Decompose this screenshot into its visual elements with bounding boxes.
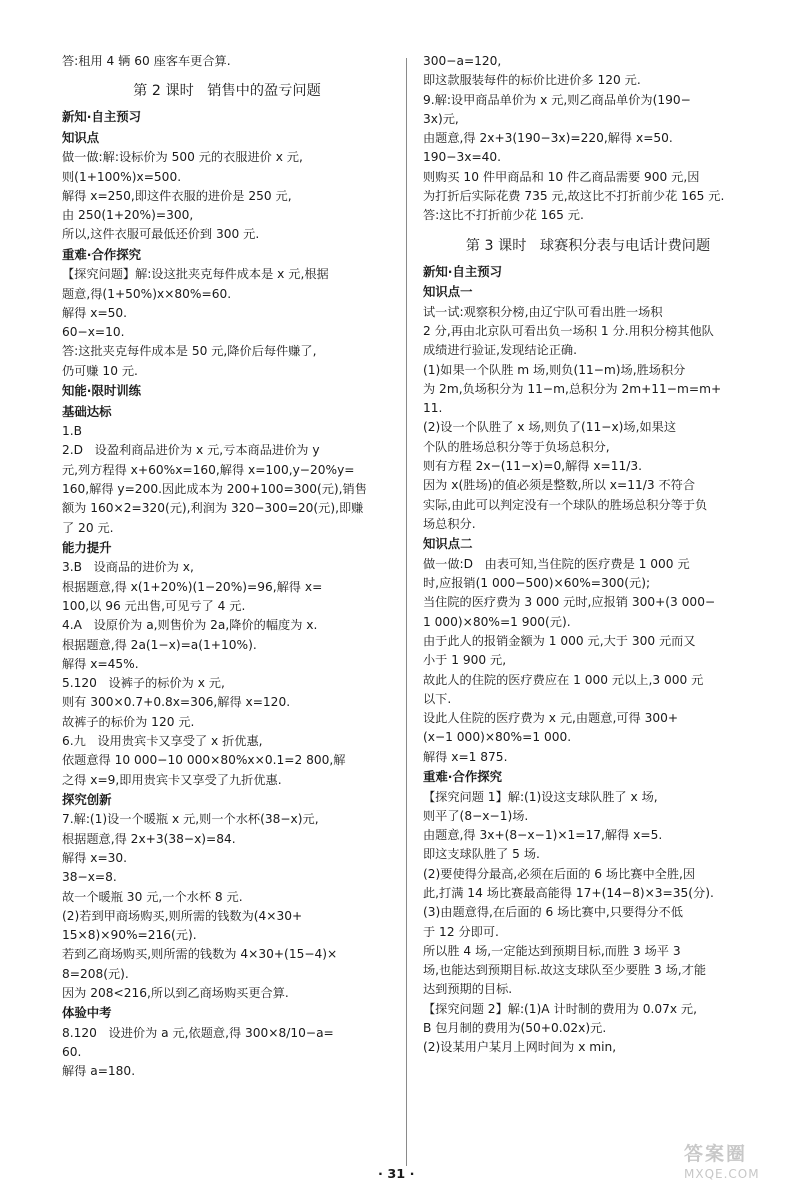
text-line: 11. (423, 401, 443, 416)
text-line: 时,应报销(1 000−500)×60%=300(元); (423, 576, 651, 591)
section-label: 能力提升 (62, 539, 112, 555)
text-line: (2)设一个队胜了 x 场,则负了(11−x)场,如果这 (423, 420, 677, 435)
text-line: 根据题意,得 2x+3(38−x)=84. (62, 831, 236, 846)
text-line: 为打折后实际花费 735 元,故这比不打折前少花 165 元. (423, 189, 725, 204)
text-line: 根据题意,得 x(1+20%)(1−20%)=96,解得 x= (62, 579, 323, 594)
text-line: 则有 300×0.7+0.8x=306,解得 x=120. (62, 695, 291, 710)
right-column (423, 52, 753, 1058)
text-line: 15×8)×90%=216(元). (62, 928, 197, 943)
text-line: 100,以 96 元出售,可见亏了 4 元. (62, 598, 246, 613)
column-divider (406, 58, 407, 1166)
text-line: 则(1+100%)x=500. (62, 169, 182, 184)
text-line: 1 000)×80%=1 900(元). (423, 614, 571, 629)
text-line: 解得 a=180. (62, 1064, 136, 1079)
text-line: 根据题意,得 2a(1−x)=a(1+10%). (62, 637, 257, 652)
text-line: 60. (62, 1045, 82, 1060)
lesson-heading: 第 3 课时 球赛积分表与电话计费问题 (465, 237, 711, 254)
text-line: 当住院的医疗费为 3 000 元时,应报销 300+(3 000− (423, 595, 716, 610)
text-line: 300−a=120, (423, 54, 502, 68)
text-line: 场,也能达到预期目标.故这支球队至少要胜 3 场,才能 (423, 963, 707, 978)
section-label: 重难·合作探究 (62, 246, 142, 262)
text-line: 【探究问题】解:设这批夹克每件成本是 x 元,根据 (62, 267, 329, 282)
text-line: 解得 x=1 875. (423, 749, 508, 764)
text-line: 额为 160×2=320(元),利润为 320−300=20(元),即赚 (62, 501, 364, 516)
text-line: 2.D 设盈利商品进价为 x 元,亏本商品进价为 y (62, 443, 320, 458)
text-line: 试一试:观察积分榜,由辽宁队可看出胜一场积 (423, 304, 663, 319)
text-line: 3x)元, (423, 111, 459, 126)
text-line: 解得 x=30. (62, 851, 128, 865)
text-line: B 包月制的费用为(50+0.02x)元. (423, 1021, 607, 1036)
text-line: 【探究问题 1】解:(1)设这支球队胜了 x 场, (423, 789, 658, 804)
lesson-heading: 第 2 课时 销售中的盈亏问题 (133, 83, 321, 100)
watermark-logo (684, 1142, 792, 1188)
text-line: 答:这比不打折前少花 165 元. (423, 208, 584, 223)
text-line: 解得 x=45%. (62, 656, 139, 671)
text-line: 个队的胜场总积分等于负场总积分, (423, 439, 610, 454)
text-line: 2 分,再由北京队可看出负一场积 1 分.用积分榜其他队 (423, 323, 714, 338)
text-line: 由于此人的报销金额为 1 000 元,大于 300 元而又 (423, 633, 696, 648)
text-line: 小于 1 900 元, (423, 653, 507, 668)
text-line: 8=208(元). (62, 966, 129, 981)
text-line: 8.120 设进价为 a 元,依题意,得 300×8/10−a= (62, 1025, 334, 1040)
text-line: 所以胜 4 场,一定能达到预期目标,而胜 3 场平 3 (423, 943, 681, 958)
text-line: 【探究问题 2】解:(1)A 计时制的费用为 0.07x 元, (423, 1001, 697, 1016)
text-line: 成绩进行验证,发现结论正确. (423, 343, 577, 358)
text-line: 即这支球队胜了 5 场. (423, 847, 540, 862)
page-number: · 31 · (378, 1167, 415, 1182)
left-column (62, 52, 392, 1082)
text-line: 3.B 设商品的进价为 x, (62, 560, 194, 575)
text-line: 7.解:(1)设一个暖瓶 x 元,则一个水杯(38−x)元, (62, 812, 319, 827)
text-line: (2)若到甲商场购买,则所需的钱数为(4×30+ (62, 908, 303, 923)
text-line: 做一做:解:设标价为 500 元的衣服进价 x 元, (62, 150, 303, 165)
text-line: 所以,这件衣服可最低还价到 300 元. (62, 227, 260, 242)
text-line: (1)如果一个队胜 m 场,则负(11−m)场,胜场积分 (423, 362, 686, 377)
watermark-top: 答案圈 (684, 1143, 748, 1165)
section-label: 重难·合作探究 (423, 769, 503, 784)
section-label: 知识点二 (423, 536, 473, 552)
text-line: 则有方程 2x−(11−x)=0,解得 x=11/3. (423, 459, 642, 474)
text-line: 解得 x=50. (62, 305, 128, 320)
section-label: 知能·限时训练 (62, 383, 142, 399)
text-line: 达到预期的目标. (423, 982, 513, 997)
section-label: 知识点 (62, 129, 100, 145)
text-line: 因为 x(胜场)的值必须是整数,所以 x=11/3 不符合 (423, 478, 696, 493)
text-line: 故一个暖瓶 30 元,一个水杯 8 元. (62, 889, 243, 904)
text-line: 题意,得(1+50%)x×80%=60. (62, 286, 232, 301)
text-line: 5.120 设裤子的标价为 x 元, (62, 676, 225, 691)
text-line: 190−3x=40. (423, 150, 502, 165)
text-line: 以下. (423, 691, 452, 706)
text-line: 38−x=8. (62, 870, 117, 885)
text-line: (2)要使得分最高,必须在后面的 6 场比赛中全胜,因 (423, 866, 696, 881)
text-line: 因为 208<216,所以到乙商场购买更合算. (62, 986, 289, 1001)
text-line: 4.A 设原价为 a,则售价为 2a,降价的幅度为 x. (62, 618, 318, 633)
section-label: 新知·自主预习 (423, 263, 503, 279)
text-line: (3)由题意得,在后面的 6 场比赛中,只要得分不低 (423, 905, 683, 920)
text-line: 于 12 分即可. (423, 924, 499, 939)
text-line: 之得 x=9,即用贵宾卡又享受了九折优惠. (62, 772, 282, 787)
text-line: 答:这批夹克每件成本是 50 元,降价后每件赚了, (62, 344, 317, 359)
section-label: 基础达标 (62, 403, 112, 419)
text-line: 由题意,得 2x+3(190−3x)=220,解得 x=50. (423, 131, 673, 146)
section-label: 新知·自主预习 (62, 109, 142, 125)
text-line: 设此人住院的医疗费为 x 元,由题意,可得 300+ (423, 711, 679, 726)
text-line: 则购买 10 件甲商品和 10 件乙商品需要 900 元,因 (423, 169, 700, 184)
section-label: 体验中考 (62, 1005, 112, 1021)
text-line: 解得 x=250,即这件衣服的进价是 250 元, (62, 188, 292, 203)
text-line: 此,打满 14 场比赛最高能得 17+(14−8)×3=35(分). (423, 885, 714, 900)
text-line: 了 20 元. (62, 520, 114, 535)
text-line: 做一做:D 由表可知,当住院的医疗费是 1 000 元 (423, 556, 690, 571)
watermark-bottom: MXQE.COM (684, 1167, 760, 1181)
text-line: 实际,由此可以判定没有一个球队的胜场总积分等于负 (423, 497, 708, 512)
text-line: 场总积分. (423, 516, 476, 531)
text-line: 元,列方程得 x+60%x=160,解得 x=100,y−20%y= (62, 462, 355, 477)
text-line: 仍可赚 10 元. (62, 363, 138, 378)
text-line: 答:租用 4 辆 60 座客车更合算. (62, 54, 231, 68)
text-line: 由题意,得 3x+(8−x−1)×1=17,解得 x=5. (423, 828, 663, 843)
text-line: 9.解:设甲商品单价为 x 元,则乙商品单价为(190− (423, 92, 691, 107)
text-line: (x−1 000)×80%=1 000. (423, 730, 572, 745)
text-line: 依题意得 10 000−10 000×80%x×0.1=2 800,解 (62, 753, 346, 768)
text-line: 160,解得 y=200.因此成本为 200+100=300(元),销售 (62, 481, 367, 496)
text-line: 故此人的住院的医疗费应在 1 000 元以上,3 000 元 (423, 672, 704, 687)
text-line: 则平了(8−x−1)场. (423, 808, 529, 823)
text-line: 6.九 设用贵宾卡又享受了 x 折优惠, (62, 734, 263, 749)
section-label: 知识点一 (423, 284, 473, 300)
text-line: 即这款服装每件的标价比进价多 120 元. (423, 73, 641, 88)
text-line: (2)设某用户某月上网时间为 x min, (423, 1040, 617, 1055)
text-line: 60−x=10. (62, 325, 125, 340)
section-label: 探究创新 (62, 791, 112, 807)
text-line: 1.B (62, 424, 82, 439)
text-line: 由 250(1+20%)=300, (62, 208, 194, 223)
text-line: 故裤子的标价为 120 元. (62, 714, 195, 729)
text-line: 若到乙商场购买,则所需的钱数为 4×30+(15−4)× (62, 947, 338, 962)
text-line: 为 2m,负场积分为 11−m,总积分为 2m+11−m=m+ (423, 381, 722, 396)
